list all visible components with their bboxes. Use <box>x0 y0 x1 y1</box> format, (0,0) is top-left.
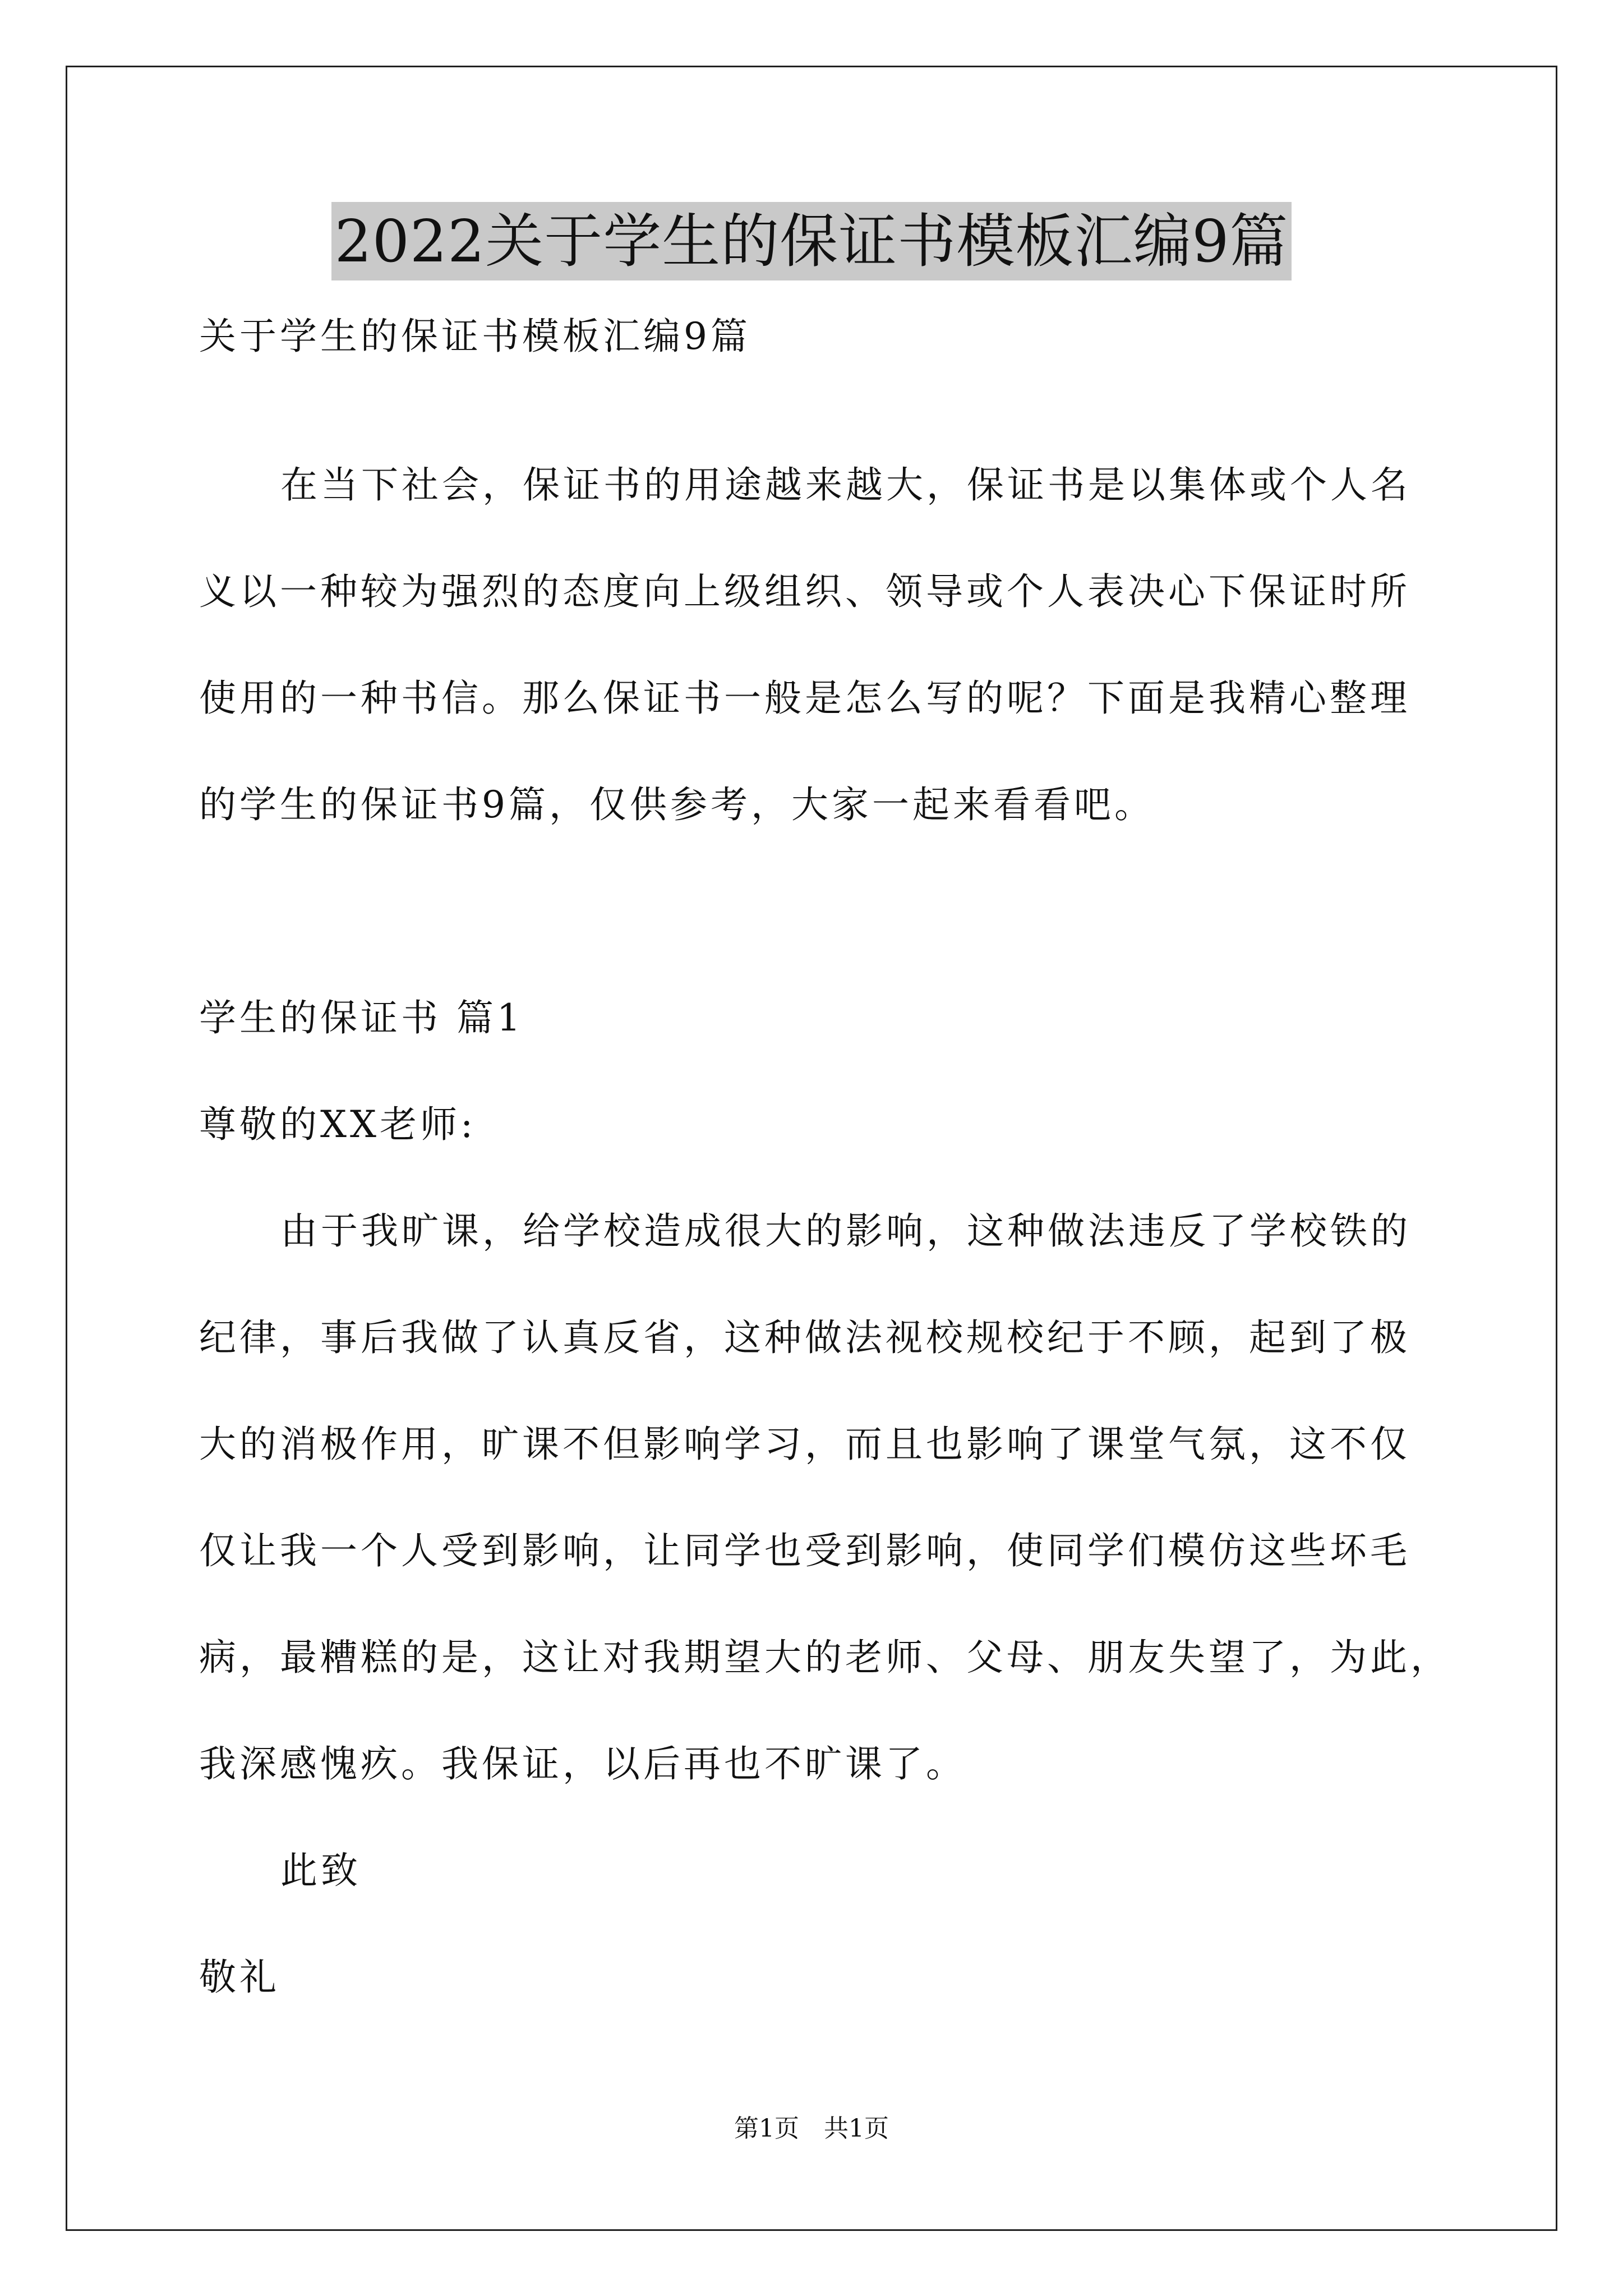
title-container <box>0 202 1623 280</box>
body-line-5: 病，最糟糕的是，这让对我期望大的老师、父母、朋友失望了，为此， <box>199 1636 1451 1679</box>
intro-line-3: 使用的一种书信。那么保证书一般是怎么写的呢？下面是我精心整理 <box>199 677 1410 720</box>
closing-ci-zhi: 此致 <box>280 1849 361 1892</box>
body-line-6: 我深感愧疚。我保证，以后再也不旷课了。 <box>199 1742 966 1786</box>
body-line-3: 大的消极作用，旷课不但影响学习，而且也影响了课堂气氛，这不仅 <box>199 1423 1410 1466</box>
subtitle: 关于学生的保证书模板汇编9篇 <box>199 315 751 358</box>
body-line-1: 由于我旷课，给学校造成很大的影响，这种做法违反了学校铁的 <box>280 1209 1411 1253</box>
section-heading: 学生的保证书 篇1 <box>199 996 524 1039</box>
document-title: 2022关于学生的保证书模板汇编9篇 <box>331 202 1292 280</box>
body-line-2: 纪律，事后我做了认真反省，这种做法视校规校纪于不顾，起到了极 <box>199 1316 1410 1359</box>
intro-line-4: 的学生的保证书9篇，仅供参考，大家一起来看看吧。 <box>199 783 1155 826</box>
intro-line-2: 义以一种较为强烈的态度向上级组织、领导或个人表决心下保证时所 <box>199 570 1410 613</box>
intro-line-1: 在当下社会，保证书的用途越来越大，保证书是以集体或个人名 <box>280 463 1411 507</box>
body-line-4: 仅让我一个人受到影响，让同学也受到影响，使同学们模仿这些坏毛 <box>199 1529 1410 1572</box>
closing-jing-li: 敬礼 <box>199 1955 280 1999</box>
salutation: 尊敬的XX老师: <box>199 1103 477 1146</box>
page-footer: 第1页 共1页 <box>734 2114 889 2143</box>
